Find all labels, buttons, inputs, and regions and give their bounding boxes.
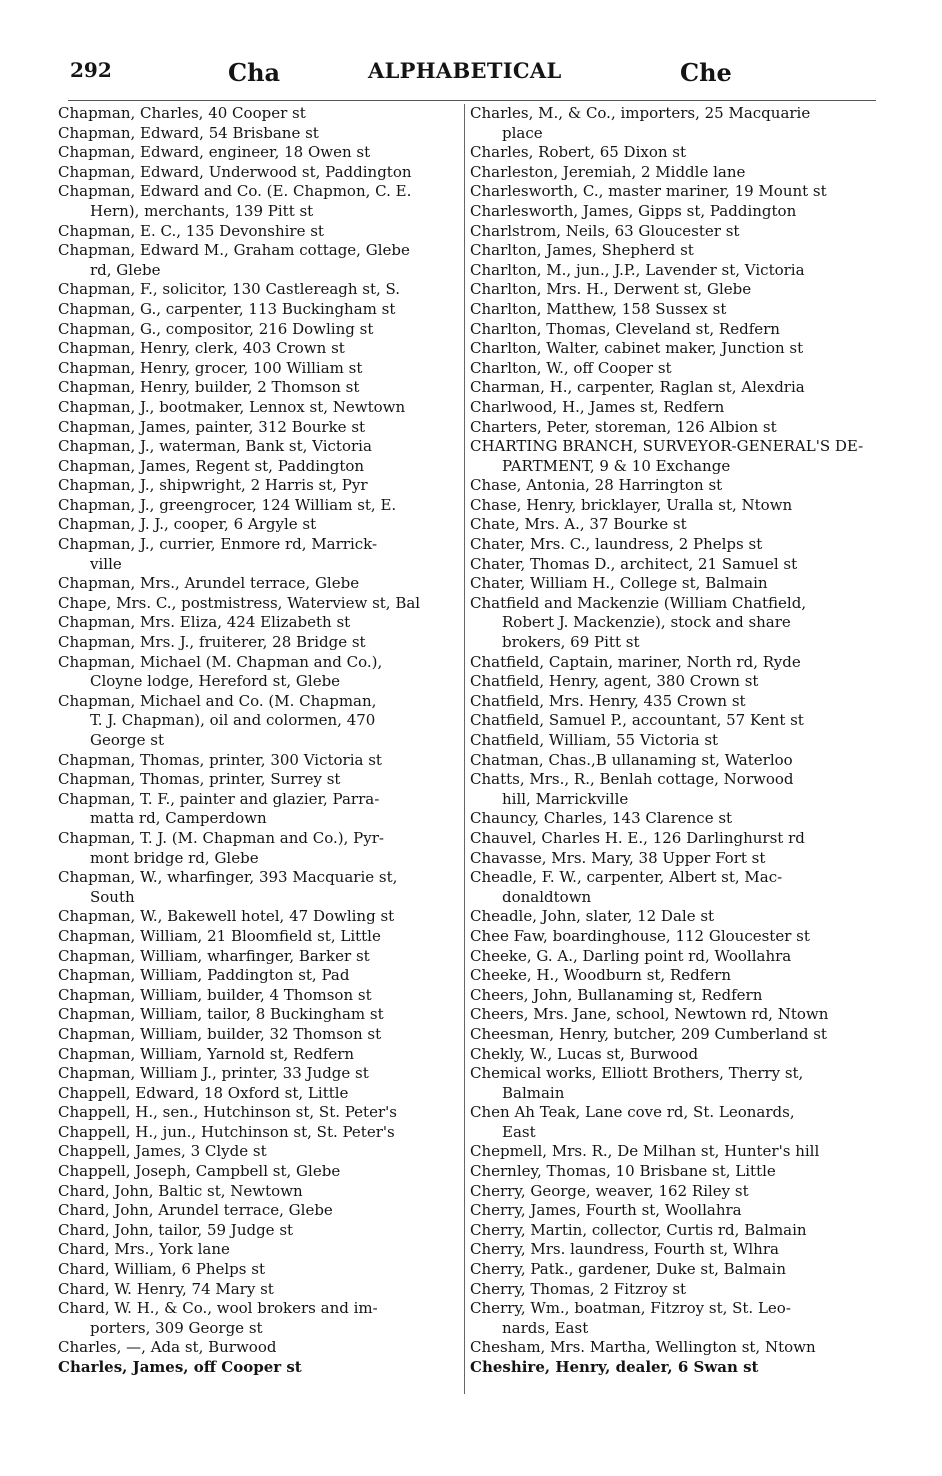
directory-entry [470, 947, 875, 967]
entry-line: Cheshire, Henry, dealer, 6 Swan st [470, 1358, 759, 1376]
entry-line: Chapman, William, 21 Bloomfield st, Little [58, 926, 381, 945]
entry-line: Chater, Mrs. C., laundress, 2 Phelps st [470, 535, 763, 554]
directory-entry [470, 711, 875, 731]
entry-line: Chappell, H., jun., Hutchinson st, St. Peter's [58, 1122, 395, 1141]
directory-entry [58, 418, 458, 438]
entry-line: East [502, 1122, 536, 1141]
entry-line: Chater, William H., College st, Balmain [470, 574, 768, 593]
entry-line: Chapman, T. J. (M. Chapman and Co.), Pyr- [58, 828, 384, 847]
directory-entry [470, 398, 875, 418]
directory-entry [470, 476, 875, 496]
page-number: 292 [70, 58, 112, 82]
header-rule [68, 100, 876, 101]
directory-entry [58, 398, 458, 418]
entry-line: Chapman, Thomas, printer, 300 Victoria st [58, 750, 382, 769]
entry-line: Chapman, William, Yarnold st, Redfern [58, 1044, 355, 1063]
entry-line: Chard, John, Arundel terrace, Glebe [58, 1201, 333, 1220]
entry-line: Cherry, Mrs. laundress, Fourth st, Wlhra [470, 1240, 779, 1259]
entry-line: Charlton, M., jun., J.P., Lavender st, Victoria [470, 260, 805, 279]
entry-line: Chapman, G., carpenter, 113 Buckingham st [58, 299, 396, 318]
entry-line: Charman, H., carpenter, Raglan st, Alexdria [470, 378, 805, 397]
directory-entry [470, 535, 875, 555]
entry-line: Charlton, Mrs. H., Derwent st, Glebe [470, 280, 752, 299]
entry-line: Chase, Henry, bricklayer, Uralla st, Ntown [470, 495, 793, 514]
entry-line: Cherry, Wm., boatman, Fitzroy st, St. Leo- [470, 1299, 791, 1318]
entry-line: Cherry, Martin, collector, Curtis rd, Balmain [470, 1220, 807, 1239]
directory-entry [58, 947, 458, 967]
directory-entry [470, 966, 875, 986]
entry-line: Charlton, Thomas, Cleveland st, Redfern [470, 319, 780, 338]
entry-line: place [502, 123, 543, 142]
directory-entry [58, 1064, 458, 1084]
directory-entry [58, 124, 458, 144]
directory-entry [470, 907, 875, 927]
directory-entry [58, 1260, 458, 1280]
entry-line: Chapman, W., wharfinger, 393 Macquarie st, [58, 868, 398, 887]
entry-line: Charles, —, Ada st, Burwood [58, 1338, 277, 1357]
directory-entry [470, 339, 875, 359]
entry-line: Chapman, J., currier, Enmore rd, Marrick- [58, 535, 378, 554]
entry-line: Chater, Thomas D., architect, 21 Samuel st [470, 554, 798, 573]
directory-entry [58, 829, 458, 868]
directory-entry [58, 770, 458, 790]
directory-entry [58, 1103, 458, 1123]
entry-line: Chapman, J., waterman, Bank st, Victoria [58, 437, 372, 456]
entry-line: Chauvel, Charles H. E., 126 Darlinghurst rd [470, 828, 805, 847]
entry-line: donaldtown [502, 887, 592, 906]
directory-entry [58, 143, 458, 163]
entry-line: Chard, John, Baltic st, Newtown [58, 1181, 303, 1200]
directory-entry [470, 1299, 875, 1338]
directory-entry [58, 966, 458, 986]
entry-line: nards, East [502, 1318, 589, 1337]
directory-entry [58, 1240, 458, 1260]
directory-entry [58, 1299, 458, 1338]
entry-line: Chatfield, Mrs. Henry, 435 Crown st [470, 691, 746, 710]
directory-entry [470, 1201, 875, 1221]
entry-line: Chapman, William J., printer, 33 Judge st [58, 1064, 369, 1083]
entry-line: Chapman, F., solicitor, 130 Castlereagh st, S. [58, 280, 401, 299]
entry-line: Chauncy, Charles, 143 Clarence st [470, 809, 733, 828]
entry-line: Cherry, Thomas, 2 Fitzroy st [470, 1279, 687, 1298]
directory-entry [58, 1221, 458, 1241]
directory-entry [470, 222, 875, 242]
entry-line: Chappell, Edward, 18 Oxford st, Little [58, 1083, 349, 1102]
right-column [470, 104, 875, 1378]
entry-line: Chapman, William, builder, 32 Thomson st [58, 1024, 382, 1043]
entry-line: Charlstrom, Neils, 63 Gloucester st [470, 221, 740, 240]
entry-line: Cheadle, John, slater, 12 Dale st [470, 907, 715, 926]
entry-line: Chapman, William, wharfinger, Barker st [58, 946, 370, 965]
directory-entry [470, 1103, 875, 1142]
directory-entry [58, 1045, 458, 1065]
entry-line: Cheadle, F. W., carpenter, Albert st, Mac- [470, 868, 783, 887]
directory-entry [470, 653, 875, 673]
directory-entry [58, 378, 458, 398]
directory-entry [58, 300, 458, 320]
entry-line: Chapman, Henry, clerk, 403 Crown st [58, 339, 345, 358]
directory-entry [58, 986, 458, 1006]
directory-entry [58, 594, 458, 614]
directory-entry [470, 1221, 875, 1241]
entry-line: Cheeke, G. A., Darling point rd, Woollahra [470, 946, 792, 965]
entry-line: South [90, 887, 135, 906]
directory-entry [58, 1005, 458, 1025]
directory-entry [470, 555, 875, 575]
entry-line: Chase, Antonia, 28 Harrington st [470, 476, 723, 495]
directory-entry [58, 437, 458, 457]
entry-line: Cloyne lodge, Hereford st, Glebe [90, 672, 341, 691]
directory-entry [58, 163, 458, 183]
directory-entry [470, 143, 875, 163]
directory-entry [470, 829, 875, 849]
directory-entry [470, 574, 875, 594]
left-guide-word: Cha [228, 58, 281, 87]
entry-line: Cheesman, Henry, butcher, 209 Cumberland st [470, 1024, 827, 1043]
entry-line: Chapman, Edward, engineer, 18 Owen st [58, 143, 371, 162]
entry-line: PARTMENT, 9 & 10 Exchange [502, 456, 731, 475]
directory-entry [58, 868, 458, 907]
directory-entry [470, 496, 875, 516]
entry-line: mont bridge rd, Glebe [90, 848, 259, 867]
directory-entry [470, 672, 875, 692]
entry-line: Cheeke, H., Woodburn st, Redfern [470, 966, 731, 985]
directory-entry [58, 751, 458, 771]
entry-line: Chappell, H., sen., Hutchinson st, St. Peter's [58, 1103, 397, 1122]
entry-line: Chapman, T. F., painter and glazier, Parra- [58, 789, 380, 808]
directory-entry [470, 692, 875, 712]
directory-entry [58, 653, 458, 692]
directory-entry [58, 182, 458, 221]
page-header [70, 58, 874, 92]
entry-line: Chard, W. Henry, 74 Mary st [58, 1279, 274, 1298]
directory-entry [470, 1338, 875, 1358]
entry-line: Chapman, J., shipwright, 2 Harris st, Pyr [58, 476, 368, 495]
entry-line: Chard, William, 6 Phelps st [58, 1260, 265, 1279]
entry-line: Chatfield, Captain, mariner, North rd, Ryde [470, 652, 801, 671]
directory-entry [58, 1338, 458, 1358]
directory-entry [470, 1025, 875, 1045]
directory-entry [58, 222, 458, 242]
directory-entry [470, 594, 875, 653]
entry-line: porters, 309 George st [90, 1318, 263, 1337]
entry-line: hill, Marrickville [502, 789, 629, 808]
entry-line: Robert J. Mackenzie), stock and share [502, 613, 791, 632]
entry-line: Cherry, Patk., gardener, Duke st, Balmain [470, 1260, 787, 1279]
directory-entry [470, 202, 875, 222]
entry-line: Chapman, G., compositor, 216 Dowling st [58, 319, 374, 338]
directory-entry [58, 692, 458, 751]
directory-entry [470, 163, 875, 183]
entry-line: Charlton, W., off Cooper st [470, 358, 672, 377]
entry-line: Chapman, Michael and Co. (M. Chapman, [58, 691, 377, 710]
directory-entry [470, 809, 875, 829]
directory-entry [58, 1182, 458, 1202]
entry-line: Chavasse, Mrs. Mary, 38 Upper Fort st [470, 848, 766, 867]
directory-entry [470, 1162, 875, 1182]
directory-entry [470, 104, 875, 143]
directory-entry [470, 437, 875, 476]
entry-line: Chapman, Edward and Co. (E. Chapmon, C. E. [58, 182, 412, 201]
entry-line: Charlton, James, Shepherd st [470, 241, 694, 260]
entry-line: Chape, Mrs. C., postmistress, Waterview st, Bal [58, 593, 421, 612]
entry-line: Chapman, J., bootmaker, Lennox st, Newtown [58, 397, 406, 416]
entry-line: Chatfield, Henry, agent, 380 Crown st [470, 672, 759, 691]
entry-line: Hern), merchants, 139 Pitt st [90, 201, 314, 220]
directory-entry [470, 515, 875, 535]
entry-line: Charles, Robert, 65 Dixon st [470, 143, 687, 162]
directory-entry [58, 790, 458, 829]
entry-line: Chard, Mrs., York lane [58, 1240, 230, 1259]
directory-entry [58, 457, 458, 477]
entry-line: Charlesworth, James, Gipps st, Paddington [470, 201, 797, 220]
entry-line: Charters, Peter, storeman, 126 Albion st [470, 417, 777, 436]
entry-line: Chatts, Mrs., R., Benlah cottage, Norwood [470, 770, 794, 789]
directory-entry [470, 751, 875, 771]
entry-line: Chemical works, Elliott Brothers, Therry st, [470, 1064, 804, 1083]
entry-line: Chappell, James, 3 Clyde st [58, 1142, 267, 1161]
entry-line: Cherry, James, Fourth st, Woollahra [470, 1201, 742, 1220]
entry-line: Charlwood, H., James st, Redfern [470, 397, 725, 416]
section-title: ALPHABETICAL [368, 58, 562, 83]
entry-line: Charles, James, off Cooper st [58, 1358, 302, 1376]
directory-entry [58, 1142, 458, 1162]
entry-line: Chatfield and Mackenzie (William Chatfield, [470, 593, 807, 612]
directory-entry [470, 770, 875, 809]
entry-line: Chapman, William, builder, 4 Thomson st [58, 985, 372, 1004]
entry-line: Chapman, James, Regent st, Paddington [58, 456, 365, 475]
entry-line: Charles, M., & Co., importers, 25 Macquarie [470, 104, 811, 122]
entry-line: Chapman, William, tailor, 8 Buckingham st [58, 1005, 384, 1024]
entry-line: Charlesworth, C., master mariner, 19 Mount st [470, 182, 827, 201]
directory-entry [470, 320, 875, 340]
directory-entry [58, 1280, 458, 1300]
directory-entry [58, 535, 458, 574]
directory-entry [58, 1162, 458, 1182]
directory-entry [470, 1280, 875, 1300]
directory-entry [470, 1142, 875, 1162]
directory-entry [58, 1201, 458, 1221]
entry-line: George st [90, 731, 165, 749]
entry-line: Balmain [502, 1083, 565, 1102]
directory-entry [470, 241, 875, 261]
directory-entry [58, 1358, 458, 1378]
directory-entry [58, 1123, 458, 1143]
entry-line: Chapman, James, painter, 312 Bourke st [58, 417, 366, 436]
directory-entry [58, 496, 458, 516]
directory-entry [470, 280, 875, 300]
entry-line: Chatfield, William, 55 Victoria st [470, 731, 719, 749]
directory-entry [58, 515, 458, 535]
entry-line: Chapman, Michael (M. Chapman and Co.), [58, 652, 383, 671]
entry-line: Cheers, Mrs. Jane, school, Newtown rd, Ntown [470, 1005, 829, 1024]
directory-entry [470, 731, 875, 751]
directory-entry [470, 182, 875, 202]
entry-line: Charlton, Matthew, 158 Sussex st [470, 299, 727, 318]
entry-line: Charleston, Jeremiah, 2 Middle lane [470, 162, 746, 181]
right-guide-word: Che [680, 58, 732, 87]
directory-entry [58, 476, 458, 496]
entry-line: Chapman, Mrs. J., fruiterer, 28 Bridge st [58, 633, 366, 652]
directory-entry [470, 261, 875, 281]
directory-entry [58, 927, 458, 947]
directory-entry [58, 574, 458, 594]
entry-line: Chapman, William, Paddington st, Pad [58, 966, 350, 985]
left-column [58, 104, 458, 1378]
directory-entry [58, 633, 458, 653]
directory-entry [470, 986, 875, 1006]
entry-line: Chapman, Edward, Underwood st, Paddington [58, 162, 412, 181]
directory-entry [470, 1045, 875, 1065]
entry-line: brokers, 69 Pitt st [502, 633, 640, 652]
directory-entry [470, 849, 875, 869]
entry-line: Chapman, Edward M., Graham cottage, Glebe [58, 241, 410, 260]
directory-entry [58, 1025, 458, 1045]
entry-line: Chesham, Mrs. Martha, Wellington st, Ntown [470, 1338, 816, 1357]
entry-line: Chapman, W., Bakewell hotel, 47 Dowling st [58, 907, 395, 926]
entry-line: Chapman, E. C., 135 Devonshire st [58, 221, 324, 240]
directory-entry [470, 868, 875, 907]
entry-line: Chapman, J., greengrocer, 124 William st, E. [58, 495, 397, 514]
directory-entry [58, 104, 458, 124]
entry-line: Chernley, Thomas, 10 Brisbane st, Little [470, 1162, 776, 1181]
entry-line: Chekly, W., Lucas st, Burwood [470, 1044, 699, 1063]
entry-line: Chapman, Henry, grocer, 100 William st [58, 358, 363, 377]
entry-line: ville [90, 554, 122, 573]
entry-line: Charlton, Walter, cabinet maker, Junction st [470, 339, 804, 358]
directory-entry [470, 300, 875, 320]
directory-entry [470, 1005, 875, 1025]
entry-line: Chapman, Edward, 54 Brisbane st [58, 123, 319, 142]
entry-line: Chepmell, Mrs. R., De Milhan st, Hunter's hill [470, 1142, 820, 1161]
entry-line: Chapman, Henry, builder, 2 Thomson st [58, 378, 360, 397]
directory-entry [470, 1182, 875, 1202]
entry-line: Chatman, Chas.,B ullanaming st, Waterloo [470, 750, 793, 769]
entry-line: T. J. Chapman), oil and colormen, 470 [90, 711, 376, 730]
entry-line: Chapman, J. J., cooper, 6 Argyle st [58, 515, 317, 534]
directory-entry [470, 1358, 875, 1378]
entry-line: Chard, W. H., & Co., wool brokers and im- [58, 1299, 378, 1318]
directory-entry [58, 1084, 458, 1104]
directory-entry [470, 927, 875, 947]
entry-line: rd, Glebe [90, 260, 161, 279]
entry-line: matta rd, Camperdown [90, 809, 267, 828]
entry-line: Chapman, Charles, 40 Cooper st [58, 104, 306, 122]
entry-line: Chapman, Mrs. Eliza, 424 Elizabeth st [58, 613, 351, 632]
directory-entry [470, 418, 875, 438]
directory-entry [470, 1240, 875, 1260]
entry-line: Cheers, John, Bullanaming st, Redfern [470, 985, 763, 1004]
directory-entry [58, 339, 458, 359]
directory-entry [470, 1260, 875, 1280]
entry-line: Chate, Mrs. A., 37 Bourke st [470, 515, 687, 534]
directory-entry [58, 320, 458, 340]
entry-line: Chappell, Joseph, Campbell st, Glebe [58, 1162, 341, 1181]
entry-line: Chen Ah Teak, Lane cove rd, St. Leonards, [470, 1103, 795, 1122]
entry-line: Chapman, Mrs., Arundel terrace, Glebe [58, 574, 360, 593]
entry-line: Chapman, Thomas, printer, Surrey st [58, 770, 341, 789]
directory-entry [58, 907, 458, 927]
entry-line: CHARTING BRANCH, SURVEYOR-GENERAL'S DE- [470, 437, 864, 456]
directory-entry [470, 359, 875, 379]
directory-entry [58, 280, 458, 300]
entry-line: Chee Faw, boardinghouse, 112 Gloucester st [470, 926, 810, 945]
directory-entry [58, 359, 458, 379]
directory-entry [470, 378, 875, 398]
directory-entry [58, 241, 458, 280]
directory-entry [58, 613, 458, 633]
entry-line: Chatfield, Samuel P., accountant, 57 Kent st [470, 711, 804, 730]
column-divider [464, 104, 465, 1394]
directory-entry [470, 1064, 875, 1103]
entry-line: Cherry, George, weaver, 162 Riley st [470, 1181, 749, 1200]
entry-line: Chard, John, tailor, 59 Judge st [58, 1220, 294, 1239]
